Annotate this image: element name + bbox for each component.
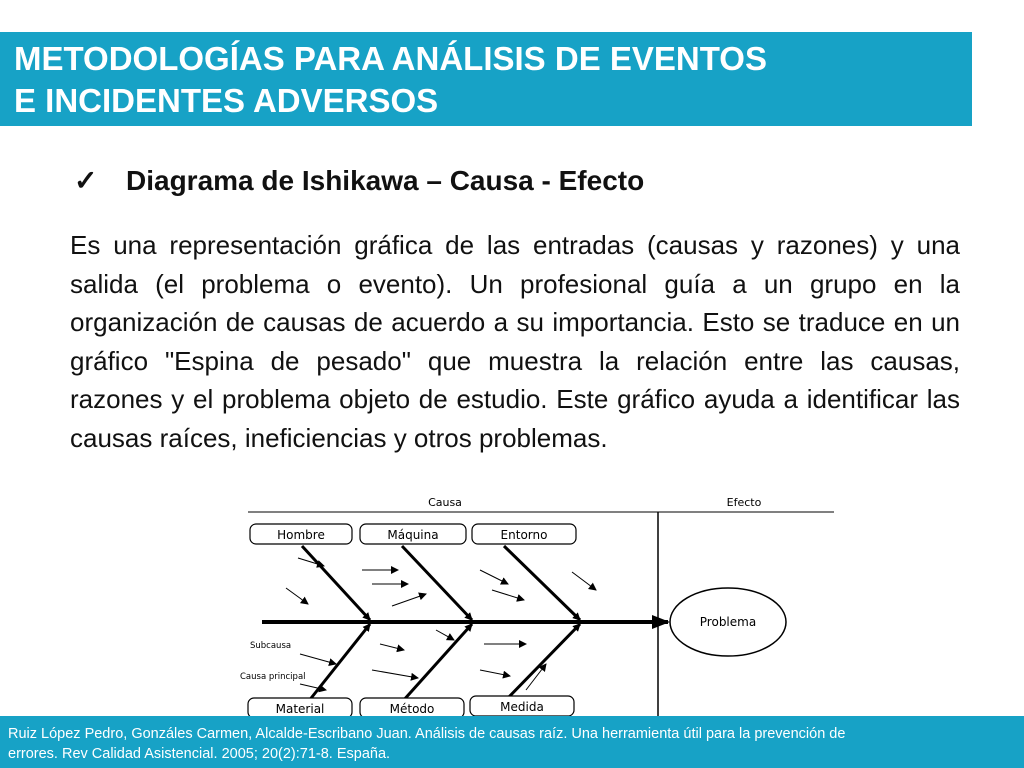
subcause-arrow bbox=[392, 594, 426, 606]
section-subtitle bbox=[74, 164, 644, 204]
description-paragraph: Es una representación gráfica de las entradas (causas y razones) y una salida (el problema o evento). Un profesional guía a un grupo en la organización de causas de acuerdo a su importancia. Esto se traduce en un gráfico "Espina de pesado" que muestra la relación entre las causas, razones y el problema objeto de estudio. Este gráfico ayuda a identificar las causas raíces, ineficiencias y otros problemas. bbox=[70, 230, 960, 453]
subcause-arrow bbox=[372, 670, 418, 678]
bone-hombre bbox=[302, 546, 370, 620]
label-subcausa: Subcausa bbox=[250, 641, 292, 651]
page-title-line-1: METODOLOGÍAS PARA ANÁLISIS DE EVENTOS bbox=[14, 40, 767, 77]
bone-metodo bbox=[402, 624, 472, 702]
subcause-arrow bbox=[436, 630, 454, 640]
citation-line-2: errores. Rev Calidad Asistencial. 2005; 20(2):71-8. España. bbox=[8, 746, 391, 762]
cause-box-hombre bbox=[250, 524, 352, 544]
effect-problema bbox=[670, 588, 786, 656]
top-subcause-arrows bbox=[286, 558, 596, 606]
cause-label-entorno: Entorno bbox=[500, 528, 548, 542]
cause-header: Causa bbox=[428, 496, 462, 509]
subcause-arrow bbox=[380, 644, 404, 650]
subtitle-text: Diagrama de Ishikawa – Causa - Efecto bbox=[126, 165, 645, 196]
cause-box-maquina bbox=[360, 524, 466, 544]
cause-label-maquina: Máquina bbox=[387, 528, 439, 542]
footer-citation bbox=[0, 716, 1024, 768]
bone-entorno bbox=[504, 546, 580, 620]
cause-label-medida: Medida bbox=[500, 700, 544, 714]
cause-box-metodo bbox=[360, 698, 464, 718]
page-title-line-2: E INCIDENTES ADVERSOS bbox=[14, 82, 439, 119]
cause-label-material: Material bbox=[275, 702, 325, 716]
effect-label: Problema bbox=[699, 615, 757, 629]
bone-material bbox=[308, 624, 370, 702]
label-causa-principal: Causa principal bbox=[240, 672, 306, 682]
bone-maquina bbox=[402, 546, 472, 620]
subcause-arrow bbox=[480, 570, 508, 584]
subcause-arrow bbox=[480, 670, 510, 676]
subcause-arrow bbox=[492, 590, 524, 600]
ishikawa-diagram bbox=[240, 494, 840, 720]
cause-box-medida bbox=[470, 696, 574, 716]
title-bar bbox=[0, 32, 972, 126]
checkmark-icon: ✓ bbox=[74, 165, 98, 196]
bone-medida bbox=[504, 624, 580, 702]
citation-line-1: Ruiz López Pedro, Gonzáles Carmen, Alcalde-Escribano Juan. Análisis de causas raíz. Una herramienta útil para la prevención de bbox=[8, 726, 846, 742]
cause-label-hombre: Hombre bbox=[277, 528, 325, 542]
subcause-arrow bbox=[298, 558, 324, 566]
subcause-arrow bbox=[300, 654, 336, 664]
cause-box-material bbox=[248, 698, 352, 718]
subcause-arrow bbox=[286, 588, 308, 604]
bottom-subcause-arrows bbox=[300, 630, 546, 690]
effect-header: Efecto bbox=[726, 496, 762, 509]
cause-box-entorno bbox=[472, 524, 576, 544]
subcause-arrow bbox=[572, 572, 596, 590]
cause-label-metodo: Método bbox=[389, 702, 435, 716]
